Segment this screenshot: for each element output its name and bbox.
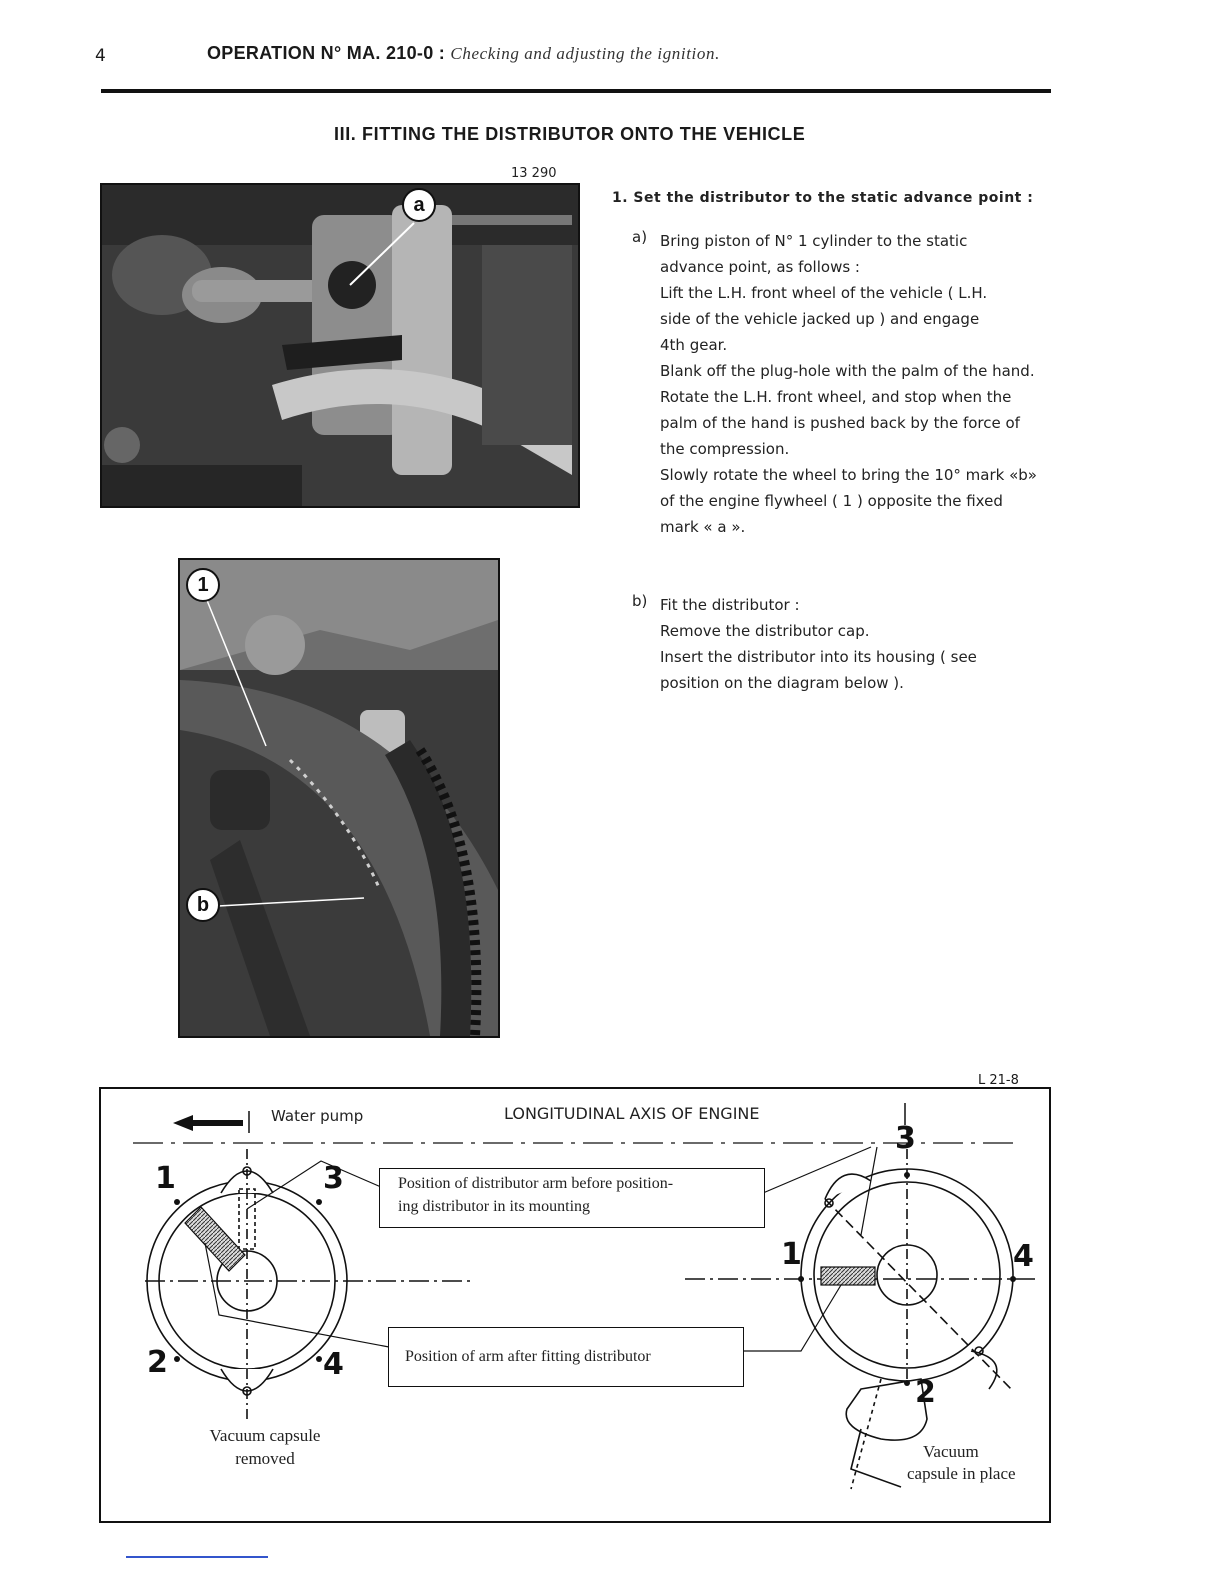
paragraph-a-label: a) <box>632 228 648 246</box>
right-caption-line: Vacuum <box>923 1442 979 1461</box>
before-position-line: ing distributor in its mounting <box>398 1198 591 1215</box>
water-pump-label: Water pump <box>271 1107 364 1125</box>
before-position-line: Position of distributor arm before position- <box>398 1175 674 1192</box>
right-number-4: 4 <box>1013 1239 1034 1274</box>
operation-subtitle: Checking and adjusting the ignition. <box>450 44 720 63</box>
paragraph-a-line: mark « a ». <box>660 518 746 536</box>
left-number-2: 2 <box>147 1345 168 1380</box>
right-caption-line: capsule in place <box>907 1464 1016 1483</box>
photo-ref-number: 13 290 <box>511 166 557 181</box>
paragraph-b-line: Insert the distributor into its housing ( see <box>660 648 977 666</box>
distributor-diagram <box>99 1087 1051 1523</box>
right-number-2: 2 <box>915 1375 936 1410</box>
flywheel-photo <box>178 558 500 1038</box>
paragraph-a-line: of the engine flywheel ( 1 ) opposite the fixed <box>660 492 1003 510</box>
operation-number: OPERATION N° MA. 210-0 : <box>207 43 446 63</box>
header-rule <box>101 89 1051 93</box>
left-caption <box>199 1424 331 1470</box>
paragraph-a-line: palm of the hand is pushed back by the force of <box>660 414 1020 432</box>
flywheel-photo-illustration <box>180 560 498 1036</box>
right-number-1: 1 <box>781 1237 802 1272</box>
paragraph-b-label: b) <box>632 592 648 610</box>
paragraph-b-line: position on the diagram below ). <box>660 674 904 692</box>
right-caption <box>907 1441 1016 1485</box>
section-title: III. FITTING THE DISTRIBUTOR ONTO THE VEHICLE <box>334 124 806 144</box>
instructions-column <box>612 190 1082 696</box>
distributor-photo-illustration <box>102 185 578 506</box>
paragraph-a <box>612 228 1082 540</box>
right-number-3: 3 <box>895 1121 916 1156</box>
paragraph-a-line: the compression. <box>660 440 790 458</box>
page-number: 4 <box>95 46 106 66</box>
paragraph-a-line: Slowly rotate the wheel to bring the 10° mark «b» <box>660 466 1037 484</box>
paragraph-a-line: Bring piston of N° 1 cylinder to the static <box>660 232 968 250</box>
paragraph-b-line: Remove the distributor cap. <box>660 622 870 640</box>
operation-title <box>207 43 720 64</box>
axis-label: LONGITUDINAL AXIS OF ENGINE <box>504 1104 760 1123</box>
left-number-3: 3 <box>323 1161 344 1196</box>
left-caption-line: Vacuum capsule <box>209 1426 321 1445</box>
paragraph-a-line: advance point, as follows : <box>660 258 860 276</box>
paragraph-a-line: Rotate the L.H. front wheel, and stop when the <box>660 388 1012 406</box>
diagram-ref: L 21-8 <box>978 1073 1019 1088</box>
step-1-heading: 1. Set the distributor to the static advance point : <box>612 190 1034 206</box>
paragraph-a-line: Lift the L.H. front wheel of the vehicle ( L.H. <box>660 284 988 302</box>
paragraph-a-line: 4th gear. <box>660 336 728 354</box>
callout-b: b <box>186 888 220 922</box>
distributor-photo <box>100 183 580 508</box>
paragraph-b <box>612 592 1082 696</box>
callout-a: a <box>402 188 436 222</box>
before-position-box <box>379 1168 765 1228</box>
left-caption-line: removed <box>235 1449 295 1468</box>
left-number-4: 4 <box>323 1347 344 1382</box>
paragraph-a-line: Blank off the plug-hole with the palm of the hand. <box>660 362 1035 380</box>
footer-line <box>126 1556 268 1558</box>
paragraph-a-line: side of the vehicle jacked up ) and engage <box>660 310 980 328</box>
after-position-box: Position of arm after fitting distributor <box>388 1327 744 1387</box>
paragraph-b-line: Fit the distributor : <box>660 596 800 614</box>
callout-1: 1 <box>186 568 220 602</box>
left-number-1: 1 <box>155 1161 176 1196</box>
